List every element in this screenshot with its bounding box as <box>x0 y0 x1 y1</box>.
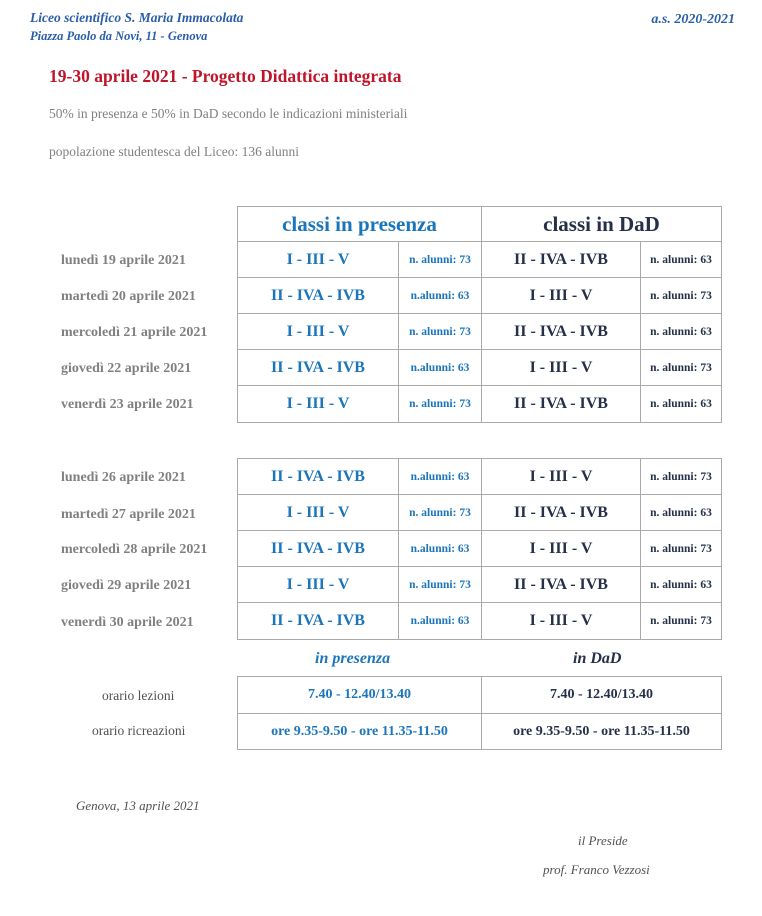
presenza-classes <box>237 241 399 278</box>
presenza-count-text: n. alunni: 73 <box>409 398 471 410</box>
presenza-count-text: n.alunni: 63 <box>410 361 470 374</box>
dad-classes-text: I - III - V <box>529 539 593 557</box>
presenza-count-text: n.alunni: 63 <box>410 289 470 302</box>
dad-classes <box>481 458 641 495</box>
dad-classes <box>481 494 641 531</box>
presenza-classes-text: I - III - V <box>286 503 350 521</box>
schedule-row-label: orario lezioni <box>102 688 175 703</box>
dad-classes-text: II - IVA - IVB <box>514 575 608 593</box>
dad-classes-text: II - IVA - IVB <box>514 503 608 521</box>
dad-count <box>640 349 722 386</box>
presenza-classes-text: II - IVA - IVB <box>271 539 365 557</box>
dad-count <box>640 458 722 495</box>
presenza-count <box>398 349 482 386</box>
dad-count-text: n. alunni: 63 <box>650 398 712 410</box>
presenza-count-text: n.alunni: 63 <box>410 615 470 627</box>
break-hours-presenza <box>237 713 482 750</box>
dad-classes-text: II - IVA - IVB <box>514 250 608 268</box>
dad-count-text: n. alunni: 63 <box>650 578 712 591</box>
schedule-row-label: orario ricreazioni <box>92 723 186 738</box>
dad-classes <box>481 602 641 640</box>
dad-classes <box>481 349 641 386</box>
presenza-classes-text: II - IVA - IVB <box>271 286 365 304</box>
presenza-classes-text: II - IVA - IVB <box>271 467 365 485</box>
dad-classes-text: I - III - V <box>529 358 593 376</box>
presenza-classes-text: II - IVA - IVB <box>271 612 365 629</box>
presenza-classes-text: II - IVA - IVB <box>271 358 365 376</box>
dad-count <box>640 530 722 567</box>
day-label: martedì 27 aprile 2021 <box>61 507 196 522</box>
info-line-2: popolazione studentesca del Liceo: 136 alunni <box>49 144 300 159</box>
break-hours-dad-text: ore 9.35-9.50 - ore 11.35-11.50 <box>513 723 690 739</box>
lesson-hours-dad <box>481 676 722 714</box>
presenza-count <box>398 566 482 603</box>
dad-classes <box>481 313 641 350</box>
presenza-count <box>398 530 482 567</box>
presenza-classes <box>237 313 399 350</box>
presenza-count <box>398 458 482 495</box>
presenza-count-text: n. alunni: 73 <box>409 325 471 338</box>
page-title: 19-30 aprile 2021 - Progetto Didattica integrata <box>49 66 402 86</box>
place-date: Genova, 13 aprile 2021 <box>76 798 200 813</box>
signature-role: il Preside <box>578 833 628 848</box>
school-year: a.s. 2020-2021 <box>651 12 735 27</box>
presenza-count <box>398 277 482 314</box>
dad-count <box>640 566 722 603</box>
presenza-count <box>398 313 482 350</box>
break-hours-presenza-text: ore 9.35-9.50 - ore 11.35-11.50 <box>271 723 448 739</box>
signature-name: prof. Franco Vezzosi <box>543 862 650 877</box>
dad-classes <box>481 241 641 278</box>
presenza-classes <box>237 277 399 314</box>
dad-classes <box>481 530 641 567</box>
day-label: giovedì 29 aprile 2021 <box>61 578 192 593</box>
dad-count-text: n. alunni: 63 <box>650 506 712 519</box>
dad-classes <box>481 566 641 603</box>
dad-count-text: n. alunni: 73 <box>650 542 712 555</box>
day-label: mercoledì 28 aprile 2021 <box>61 542 208 557</box>
day-label: venerdì 30 aprile 2021 <box>61 615 194 630</box>
presenza-count <box>398 385 482 423</box>
school-name: Liceo scientifico S. Maria Immacolata <box>30 10 244 25</box>
lesson-hours-presenza <box>237 676 482 714</box>
dad-classes <box>481 385 641 423</box>
day-label: mercoledì 21 aprile 2021 <box>61 325 208 340</box>
presenza-count-text: n. alunni: 73 <box>409 506 471 519</box>
presenza-classes <box>237 530 399 567</box>
presenza-classes <box>237 566 399 603</box>
presenza-classes <box>237 458 399 495</box>
dad-count <box>640 494 722 531</box>
dad-classes-text: II - IVA - IVB <box>514 395 608 412</box>
header-dad <box>481 206 722 242</box>
presenza-count-text: n. alunni: 73 <box>409 578 471 591</box>
presenza-count <box>398 602 482 640</box>
dad-classes-text: I - III - V <box>529 467 593 485</box>
header-dad-label: classi in DaD <box>543 211 660 236</box>
presenza-count-text: n. alunni: 73 <box>409 253 471 266</box>
dad-classes-text: I - III - V <box>529 612 593 629</box>
presenza-classes-text: I - III - V <box>286 395 350 412</box>
header-presenza <box>237 206 482 242</box>
schedule-header-presenza: in presenza <box>315 650 391 667</box>
day-label: lunedì 26 aprile 2021 <box>61 470 186 485</box>
dad-classes <box>481 277 641 314</box>
dad-count <box>640 385 722 423</box>
dad-count <box>640 241 722 278</box>
day-label: lunedì 19 aprile 2021 <box>61 253 186 268</box>
lesson-hours-presenza-text: 7.40 - 12.40/13.40 <box>307 687 412 702</box>
presenza-classes <box>237 494 399 531</box>
dad-count-text: n. alunni: 73 <box>650 615 712 627</box>
dad-count-text: n. alunni: 73 <box>650 289 712 302</box>
presenza-count-text: n.alunni: 63 <box>410 542 470 555</box>
dad-classes-text: II - IVA - IVB <box>514 322 608 340</box>
dad-classes-text: I - III - V <box>529 286 593 304</box>
presenza-classes-text: I - III - V <box>286 575 350 593</box>
break-hours-dad <box>481 713 722 750</box>
dad-count-text: n. alunni: 73 <box>650 470 712 483</box>
schedule-header-dad: in DaD <box>573 650 622 667</box>
day-label: venerdì 23 aprile 2021 <box>61 397 194 412</box>
presenza-classes-text: I - III - V <box>286 322 350 340</box>
header-presenza-label: classi in presenza <box>282 211 437 236</box>
presenza-classes <box>237 385 399 423</box>
presenza-count <box>398 494 482 531</box>
presenza-count <box>398 241 482 278</box>
day-label: giovedì 22 aprile 2021 <box>61 361 192 376</box>
dad-count-text: n. alunni: 63 <box>650 325 712 338</box>
presenza-classes <box>237 349 399 386</box>
dad-count <box>640 277 722 314</box>
presenza-count-text: n.alunni: 63 <box>410 470 470 483</box>
day-label: martedì 20 aprile 2021 <box>61 289 196 304</box>
presenza-classes-text: I - III - V <box>286 250 350 268</box>
dad-count <box>640 602 722 640</box>
info-line-1: 50% in presenza e 50% in DaD secondo le indicazioni ministeriali <box>49 106 408 121</box>
lesson-hours-dad-text: 7.40 - 12.40/13.40 <box>549 687 654 702</box>
presenza-classes <box>237 602 399 640</box>
dad-count-text: n. alunni: 63 <box>650 253 712 266</box>
dad-count <box>640 313 722 350</box>
school-address: Piazza Paolo da Novi, 11 - Genova <box>30 29 208 43</box>
dad-count-text: n. alunni: 73 <box>650 361 712 374</box>
